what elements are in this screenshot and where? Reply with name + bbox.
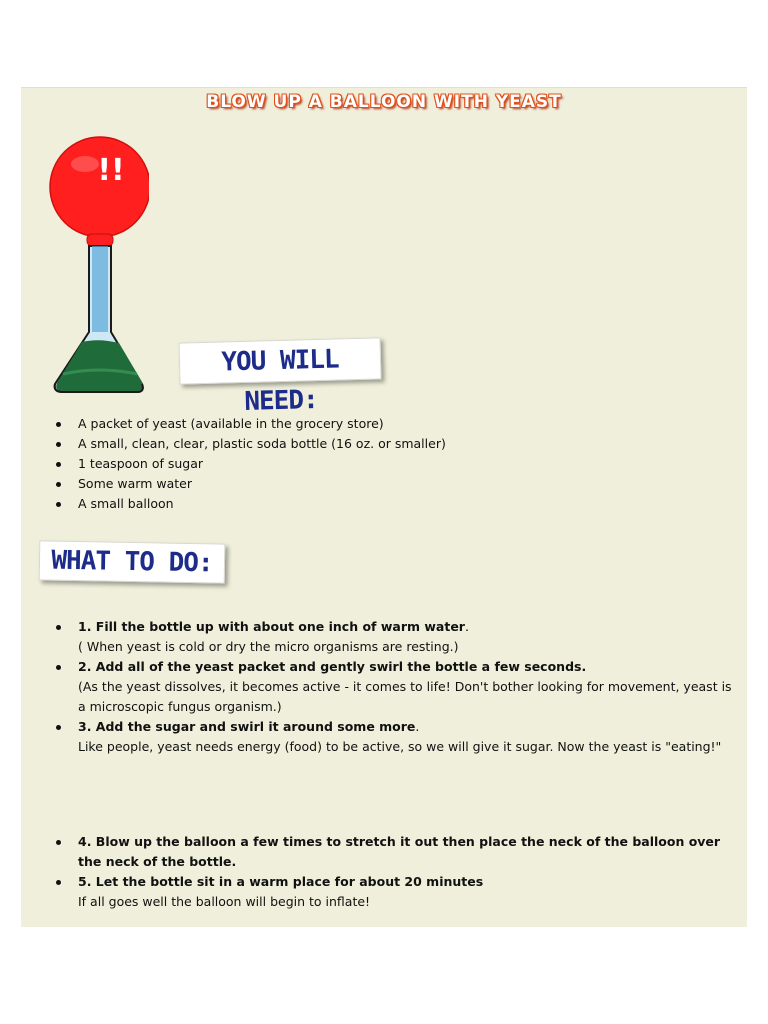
step-item xyxy=(21,657,747,717)
step-heading: 3. Add the sugar and swirl it around some more xyxy=(78,719,416,734)
what-to-do-banner: WHAT TO DO: xyxy=(39,540,226,583)
you-will-need-banner: YOU WILL NEED: xyxy=(178,337,381,384)
step-heading: 1. Fill the bottle up with about one inch of warm water xyxy=(78,619,465,634)
step-punct: . xyxy=(464,619,469,634)
materials-list xyxy=(21,414,747,514)
steps-list-continued xyxy=(21,832,747,912)
step-note: If all goes well the balloon will begin to inflate! xyxy=(78,894,371,909)
step-note: ( When yeast is cold or dry the micro organisms are resting.) xyxy=(78,639,459,654)
step-item xyxy=(21,717,747,757)
list-item: A small balloon xyxy=(21,494,747,514)
step-heading: 5. Let the bottle sit in a warm place for about 20 minutes xyxy=(78,874,484,889)
step-item xyxy=(21,617,747,657)
step-punct: . xyxy=(415,719,420,734)
list-item: A small, clean, clear, plastic soda bottle (16 oz. or smaller) xyxy=(21,434,747,454)
step-heading: 4. Blow up the balloon a few times to stretch it out then place the neck of the balloon over the neck of the bottle. xyxy=(78,834,721,869)
step-item xyxy=(21,872,747,912)
step-note: Like people, yeast needs energy (food) to be active, so we will give it sugar. Now the yeast is "eating!" xyxy=(78,739,722,754)
step-note: (As the yeast dissolves, it becomes active - it comes to life! Don't bother looking for movement, yeast is a microscopic fungus organism.) xyxy=(78,679,732,714)
list-item: 1 teaspoon of sugar xyxy=(21,454,747,474)
list-item: Some warm water xyxy=(21,474,747,494)
list-item: A packet of yeast (available in the grocery store) xyxy=(21,414,747,434)
steps-list xyxy=(21,617,747,757)
page-title: BLOW UP A BALLOON WITH YEAST xyxy=(206,92,562,112)
step-item xyxy=(21,832,747,872)
activity-panel xyxy=(21,87,747,927)
step-heading: 2. Add all of the yeast packet and gently swirl the bottle a few seconds. xyxy=(78,659,587,674)
balloon-flask-illustration xyxy=(49,134,149,396)
exclamation-mark: !! xyxy=(97,153,125,188)
